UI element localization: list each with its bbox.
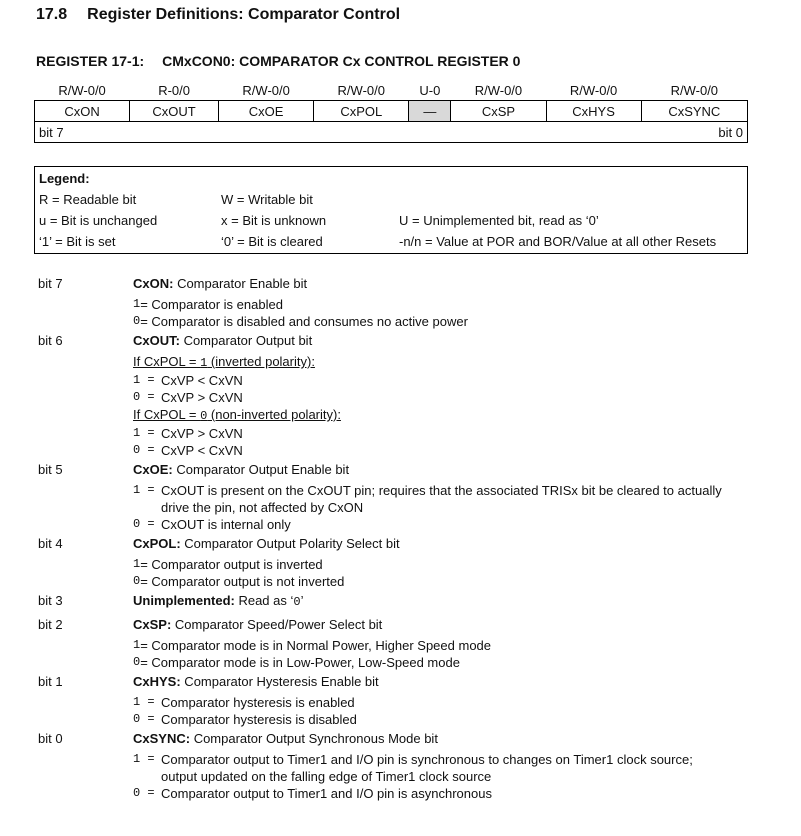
section-heading xyxy=(36,6,400,24)
access-cell: R/W-0/0 xyxy=(641,80,747,101)
bit-value-digit: 0 xyxy=(133,786,141,800)
value-line xyxy=(133,516,781,533)
bit-3-row xyxy=(38,593,781,614)
access-cell: U-0 xyxy=(409,80,451,101)
value-text: CxOUT is present on the CxOUT pin; requires that the associated TRISx bit be cleared to actually xyxy=(161,483,722,498)
bit-name-cell: CxSYNC xyxy=(641,101,747,122)
bit-description xyxy=(133,462,781,478)
access-row xyxy=(35,80,748,101)
bit-description xyxy=(133,731,781,747)
bit-value: 0 xyxy=(133,314,141,328)
value-line xyxy=(133,482,781,499)
access-cell: R/W-0/0 xyxy=(314,80,409,101)
legend-writable: W = Writable bit xyxy=(221,192,313,207)
value-line xyxy=(133,556,781,573)
bit-name: CxOE: xyxy=(133,462,173,477)
bit-name-cell: CxHYS xyxy=(546,101,641,122)
bit-number: bit 1 xyxy=(38,674,63,689)
bit-body xyxy=(133,593,781,614)
bit-summary: Comparator Hysteresis Enable bit xyxy=(180,674,379,689)
register-heading xyxy=(36,53,520,69)
bit-number: bit 4 xyxy=(38,536,63,551)
legend-title: Legend: xyxy=(39,171,90,186)
access-cell: R/W-0/0 xyxy=(451,80,546,101)
bit-order-cell xyxy=(35,122,748,143)
legend-readable: R = Readable bit xyxy=(39,192,137,207)
bit-1-row xyxy=(38,674,781,728)
bit-2-row xyxy=(38,617,781,671)
value-text: CxVP > CxVN xyxy=(161,426,243,441)
bit-value: 1 xyxy=(133,297,141,311)
section-number: 17.8 xyxy=(36,6,68,23)
value-line xyxy=(133,751,781,768)
legend-unchanged: u = Bit is unchanged xyxy=(39,213,158,228)
bit-6-row xyxy=(38,333,781,459)
value-text: Comparator hysteresis is enabled xyxy=(161,695,355,710)
bit-value: 1 xyxy=(133,557,141,571)
bit-7-row xyxy=(38,276,781,330)
bit-value-digit: 1 xyxy=(133,373,141,387)
bit-name: CxSP: xyxy=(133,617,172,632)
bit-value-digit: 1 xyxy=(133,752,141,766)
bit-value-digit: 1 xyxy=(133,695,141,709)
bit-summary: Comparator Output Enable bit xyxy=(172,462,350,477)
bit-value: 0 xyxy=(133,655,141,669)
bit-value-digit: 0 xyxy=(133,443,141,457)
value-line xyxy=(133,694,781,711)
register-bit-table xyxy=(34,80,748,143)
bit-name: CxHYS: xyxy=(133,674,181,689)
bit-name-cell: CxOE xyxy=(219,101,314,122)
value-text: CxVP < CxVN xyxy=(161,443,243,458)
bit-summary: Comparator Output Polarity Select bit xyxy=(180,536,400,551)
condition-value: 1 xyxy=(200,356,208,370)
bit-description xyxy=(133,617,781,633)
bit-name: CxON: xyxy=(133,276,174,291)
value-line xyxy=(133,372,781,389)
bit-0-row xyxy=(38,731,781,802)
register-title: CMxCON0: COMPARATOR Cx CONTROL REGISTER 0 xyxy=(162,53,521,69)
legend-set: ‘1’ = Bit is set xyxy=(39,234,116,249)
bit-name: CxOUT: xyxy=(133,333,180,348)
access-cell: R/W-0/0 xyxy=(35,80,130,101)
bit-summary: ’ xyxy=(300,593,304,608)
value-line xyxy=(133,296,781,313)
bit-summary: Comparator Enable bit xyxy=(173,276,308,291)
bit-body xyxy=(133,276,781,330)
bit-number: bit 0 xyxy=(38,731,63,746)
bit-value: 0 = xyxy=(133,786,155,800)
bit-number: bit 3 xyxy=(38,593,63,608)
value-text: = Comparator mode is in Low-Power, Low-Speed mode xyxy=(140,655,460,670)
bit-value-digit: 0 xyxy=(133,390,141,404)
bit-value: 0 = xyxy=(133,517,155,531)
bit-description xyxy=(133,333,781,349)
bit-5-row xyxy=(38,462,781,533)
bit-name-row xyxy=(35,101,748,122)
access-cell: R-0/0 xyxy=(130,80,219,101)
legend-reset-value: -n/n = Value at POR and BOR/Value at all other Resets xyxy=(399,234,717,249)
bit-name-cell: CxON xyxy=(35,101,130,122)
bit-description xyxy=(133,536,781,552)
value-line xyxy=(133,711,781,728)
value-text: = Comparator output is not inverted xyxy=(140,574,345,589)
bit-value: 1 = xyxy=(133,695,155,709)
legend-unknown: x = Bit is unknown xyxy=(221,213,327,228)
bit-value: 1 = xyxy=(133,426,155,440)
bit-value-digit: 0 xyxy=(293,595,301,609)
bit-number: bit 2 xyxy=(38,617,63,632)
bit-name: CxPOL: xyxy=(133,536,181,551)
value-text: = Comparator mode is in Normal Power, Higher Speed mode xyxy=(140,638,492,653)
condition-value: 0 xyxy=(200,409,208,423)
bit-number: bit 7 xyxy=(38,276,63,291)
bit-description xyxy=(133,276,781,292)
lsb-label: bit 0 xyxy=(718,124,743,140)
bit-value: 1 = xyxy=(133,483,155,497)
condition-text: If CxPOL = xyxy=(133,407,201,422)
value-line xyxy=(133,313,781,330)
bit-value: 1 = xyxy=(133,752,155,766)
value-text-continued: drive the pin, not affected by CxON xyxy=(161,500,364,515)
value-line xyxy=(133,442,781,459)
bit-value-digit: 0 xyxy=(133,517,141,531)
bit-name-cell-unimplemented: — xyxy=(409,101,451,122)
bit-name: CxSYNC: xyxy=(133,731,191,746)
value-line xyxy=(133,654,781,671)
value-line xyxy=(133,637,781,654)
bit-value: 0 = xyxy=(133,712,155,726)
bit-summary: Comparator Speed/Power Select bit xyxy=(171,617,383,632)
bit-value: 1 xyxy=(133,638,141,652)
condition-label xyxy=(133,353,781,372)
value-text: CxVP > CxVN xyxy=(161,390,243,405)
bit-name-cell: CxOUT xyxy=(130,101,219,122)
legend-box xyxy=(34,166,748,254)
bit-summary: Comparator Output Synchronous Mode bit xyxy=(190,731,438,746)
bit-body xyxy=(133,462,781,533)
bit-description xyxy=(133,674,781,690)
bit-value: 0 = xyxy=(133,390,155,404)
value-line xyxy=(133,425,781,442)
value-text: Comparator hysteresis is disabled xyxy=(161,712,357,727)
legend-cleared: ‘0’ = Bit is cleared xyxy=(221,234,323,249)
condition-text: (non-inverted polarity): xyxy=(207,407,341,422)
bit-body xyxy=(133,731,781,802)
bit-number: bit 6 xyxy=(38,333,63,348)
bit-value-digit: 1 xyxy=(133,483,141,497)
bit-value-digit: 0 xyxy=(133,712,141,726)
value-text: CxVP < CxVN xyxy=(161,373,243,388)
bit-name-cell: CxPOL xyxy=(314,101,409,122)
bit-summary: Comparator Output bit xyxy=(179,333,313,348)
access-cell: R/W-0/0 xyxy=(219,80,314,101)
condition-text: (inverted polarity): xyxy=(207,354,315,369)
bit-value: 0 xyxy=(133,574,141,588)
bit-4-row xyxy=(38,536,781,590)
bit-value: 0 = xyxy=(133,443,155,457)
value-text: Comparator output to Timer1 and I/O pin is asynchronous xyxy=(161,786,492,801)
value-line xyxy=(133,389,781,406)
condition-text: If CxPOL = xyxy=(133,354,201,369)
value-text: = Comparator is enabled xyxy=(140,297,283,312)
value-line xyxy=(133,573,781,590)
bit-name-cell: CxSP xyxy=(451,101,546,122)
bit-body xyxy=(133,536,781,590)
value-text: CxOUT is internal only xyxy=(161,517,291,532)
bit-order-row xyxy=(35,122,748,143)
condition-label xyxy=(133,406,781,425)
register-label: REGISTER 17-1: xyxy=(36,53,145,69)
bit-value: 1 = xyxy=(133,373,155,387)
bit-descriptions xyxy=(38,276,781,805)
bit-body xyxy=(133,333,781,459)
value-line xyxy=(133,785,781,802)
access-cell: R/W-0/0 xyxy=(546,80,641,101)
bit-name: Unimplemented: xyxy=(133,593,235,608)
bit-summary: Read as ‘ xyxy=(234,593,294,608)
bit-body xyxy=(133,674,781,728)
bit-body xyxy=(133,617,781,671)
value-text-continued: output updated on the falling edge of Timer1 clock source xyxy=(161,769,492,784)
section-title: Register Definitions: Comparator Control xyxy=(87,6,401,23)
bit-value-digit: 1 xyxy=(133,426,141,440)
bit-number: bit 5 xyxy=(38,462,63,477)
legend-unimplemented: U = Unimplemented bit, read as ‘0’ xyxy=(399,213,599,228)
value-text: = Comparator output is inverted xyxy=(140,557,323,572)
bit-description xyxy=(133,593,781,610)
value-text: = Comparator is disabled and consumes no active power xyxy=(140,314,468,329)
msb-label: bit 7 xyxy=(39,124,64,140)
value-text: Comparator output to Timer1 and I/O pin is synchronous to changes on Timer1 clock source; xyxy=(161,752,693,767)
